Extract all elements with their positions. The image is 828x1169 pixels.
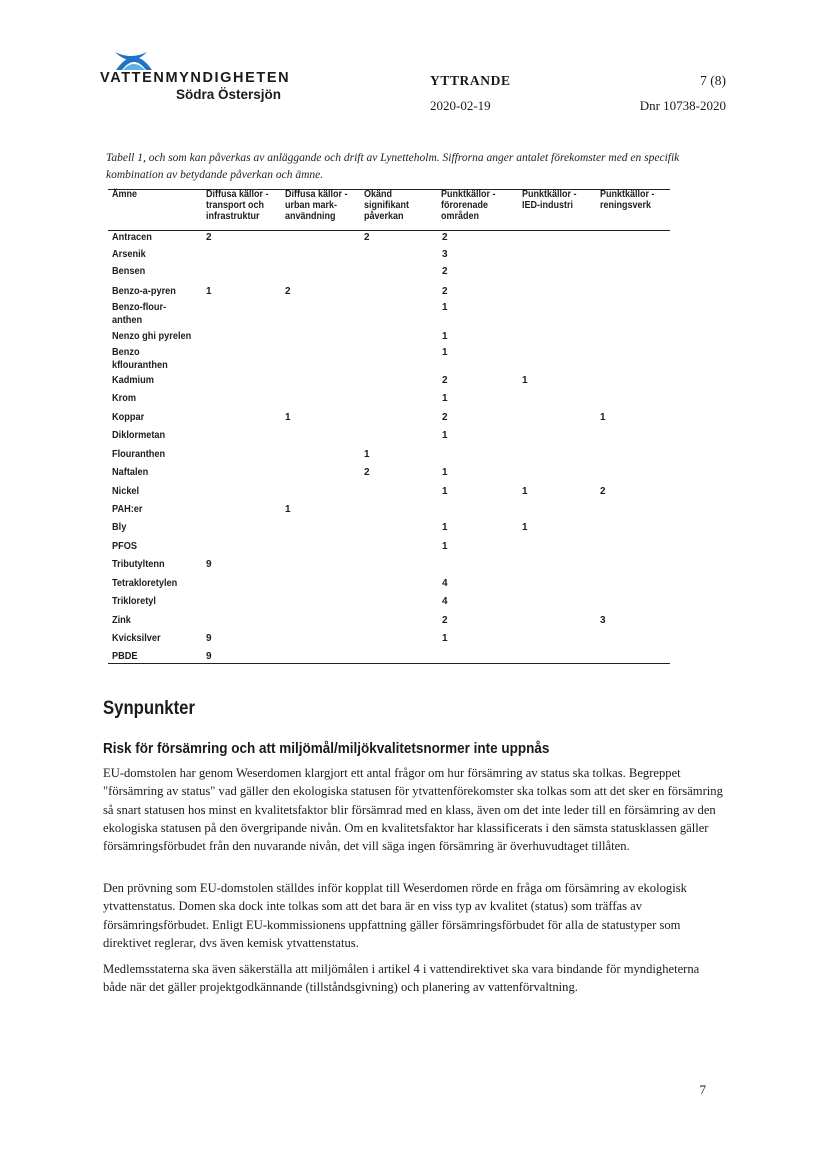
table-header-diffusa-transport: Diffusa källor - transport och infrastruktur (206, 189, 269, 222)
table-cell-count: 1 (442, 347, 448, 358)
table-header-punkt-fororenade: Punktkällor - förorenade områden (441, 189, 496, 222)
table-cell-substance: Diklormetan (112, 430, 166, 441)
table-cell-count: 1 (442, 331, 448, 342)
table-cell-count: 4 (442, 578, 448, 589)
table-cell-count: 1 (442, 633, 448, 644)
table-cell-substance: Arsenik (112, 249, 146, 260)
table-header-punkt-reningsverk: Punktkällor - reningsverk (600, 189, 655, 211)
table-cell-substance: Benzo kflouranthen (112, 347, 168, 371)
table-cell-substance: Nickel (112, 486, 140, 497)
table-cell-substance: Bly (112, 522, 127, 533)
paragraph-1: EU-domstolen har genom Weserdomen klargjort ett antal frågor om hur försämring av status ska tolkas. Begreppet "försämring av status" vad gäller den ekologiska statusen för ytvattenförekomster ska tolkas som att det sker en försämring så snart statusen hos minst en kvalitetsfaktor blir försämrad med en klass, även om det inte leder till en försämring av den ekologiska statusen på den övergripande nivån. Om en kvalitetsfaktor har klassificerats i den sämsta statusklassen gäller försämringsförbudet från den nuvarande nivån, det vill säga ingen försämring är överhuvudtaget tillåten. (103, 766, 723, 854)
page-counter: 7 (8) (700, 73, 726, 88)
table-cell-count: 2 (442, 266, 448, 277)
table-cell-count: 1 (442, 430, 448, 441)
table-cell-count: 2 (442, 412, 448, 423)
table-cell-count: 9 (206, 633, 212, 644)
table-cell-substance: Krom (112, 393, 137, 404)
table-cell-count: 9 (206, 651, 212, 662)
table-cell-count: 1 (442, 467, 448, 478)
table-cell-count: 2 (600, 486, 606, 497)
table-cell-count: 1 (442, 486, 448, 497)
table-cell-count: 9 (206, 559, 212, 570)
table-cell-count: 1 (442, 541, 448, 552)
logo-sub-text: Södra Östersjön (176, 87, 282, 102)
table-cell-count: 1 (442, 302, 448, 313)
table-cell-count: 1 (442, 522, 448, 533)
table-cell-substance: Kadmium (112, 375, 154, 386)
table-cell-count: 2 (364, 232, 370, 243)
table-cell-substance: Nenzo ghi pyrelen (112, 331, 192, 342)
section-title: Synpunkter (103, 698, 195, 719)
table-cell-substance: Tributyltenn (112, 559, 165, 570)
paragraph-2: Den prövning som EU-domstolen ställdes inför kopplat till Weserdomen rörde en fråga om försämring av ekologisk ytvattenstatus. Domen ska dock inte tolkas som att det bara är en viss typ av kvalitet (status) som träffas av försämringsförbudet. Enligt EU-kommissionens uppfattning gäller försämringsförbudet för alla de statustyper som direktivet reglerar, dvs även kemisk ytvattenstatus. (103, 881, 687, 950)
table-cell-count: 1 (364, 449, 370, 460)
table-cell-substance: Bensen (112, 266, 146, 277)
table-cell-count: 1 (522, 522, 528, 533)
document-date: 2020-02-19 (430, 98, 491, 113)
table-cell-substance: Tetrakloretylen (112, 578, 178, 589)
table-cell-count: 1 (522, 375, 528, 386)
table-cell-count: 2 (364, 467, 370, 478)
table-cell-substance: Trikloretyl (112, 596, 156, 607)
table-cell-substance: PBDE (112, 651, 138, 662)
table-cell-count: 1 (442, 393, 448, 404)
table-cell-count: 2 (442, 286, 448, 297)
table-cell-count: 2 (442, 615, 448, 626)
section-subtitle: Risk för försämring och att miljömål/miljökvalitetsnormer inte uppnås (103, 740, 550, 757)
document-dnr: Dnr 10738-2020 (639, 98, 726, 113)
logo-swoosh-icon (114, 50, 148, 64)
table-cell-count: 1 (285, 504, 291, 515)
table-cell-substance: Koppar (112, 412, 145, 423)
table-header-okand: Okänd signifikant påverkan (364, 189, 410, 222)
table-cell-substance: Kvicksilver (112, 633, 161, 644)
table-cell-substance: PFOS (112, 541, 138, 552)
table-rule-bottom (108, 663, 670, 664)
table-header-punkt-ied: Punktkällor - IED-industri (522, 189, 577, 211)
table-cell-count: 1 (600, 412, 606, 423)
table-cell-substance: Naftalen (112, 467, 149, 478)
table-cell-count: 1 (285, 412, 291, 423)
table-cell-count: 1 (206, 286, 212, 297)
table-cell-substance: PAH:er (112, 504, 143, 515)
table-header-amne: Ämne (112, 189, 138, 200)
table-cell-count: 2 (206, 232, 212, 243)
footer-page-number: 7 (699, 1082, 706, 1097)
table-cell-substance: Benzo-flour-anthen (112, 302, 167, 326)
table-cell-substance: Antracen (112, 232, 152, 243)
logo-main-text: VATTENMYNDIGHETEN (100, 70, 291, 86)
table-cell-count: 2 (442, 232, 448, 243)
table-cell-count: 4 (442, 596, 448, 607)
table-cell-count: 3 (600, 615, 606, 626)
table-cell-count: 2 (442, 375, 448, 386)
table-cell-count: 3 (442, 249, 448, 260)
document-type: YTTRANDE (430, 73, 511, 88)
table-cell-substance: Flouranthen (112, 449, 166, 460)
table-cell-substance: Zink (112, 615, 131, 626)
agency-logo (100, 50, 290, 106)
table-cell-count: 2 (285, 286, 291, 297)
table-cell-substance: Benzo-a-pyren (112, 286, 176, 297)
paragraph-3: Medlemsstaterna ska även säkerställa att miljömålen i artikel 4 i vattendirektivet ska vara bindande för myndigheterna både när det gäller projektgodkännande (tillståndsgivning) och planering av vattenförvaltning. (103, 962, 700, 995)
table-caption: Tabell 1, och som kan påverkas av anläggande och drift av Lynetteholm. Siffrorna anger antalet förekomster med en specifik kombination av betydande påverkan och ämne. (106, 152, 680, 181)
table-header-diffusa-urban: Diffusa källor - urban mark-användning (285, 189, 348, 222)
table-cell-count: 1 (522, 486, 528, 497)
